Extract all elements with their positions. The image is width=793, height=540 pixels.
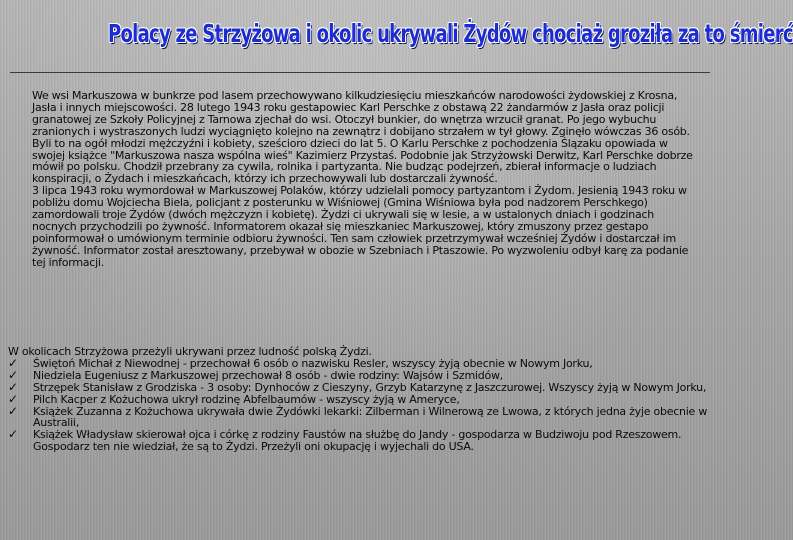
survivors-lead: W okolicach Strzyżowa przeżyli ukrywani przez ludność polską Żydzi. [8, 345, 372, 358]
checkmark-icon: ✓ [8, 367, 18, 382]
intro-text-block [32, 90, 697, 269]
checkmark-icon: ✓ [8, 355, 18, 370]
checkmark-icon: ✓ [8, 391, 18, 406]
list-item-text: Świętoń Michał z Niewodnej - przechował 6 osób o nazwisku Resler, wszyscy żyją obecnie w Nowym Jorku, [33, 356, 593, 370]
list-item-text: Niedziela Eugeniusz z Markuszowej przechował 8 osób - dwie rodziny: Wajsów i Szmidów, [33, 368, 503, 382]
title-divider [10, 72, 710, 73]
survivors-list [8, 355, 708, 454]
list-item-text: Strzępek Stanisław z Grodziska - 3 osoby: Dynhoców z Cieszyny, Grzyb Katarzynę z Jaszczurowej. Wszyscy żyją w Nowym Jorku, [33, 380, 707, 394]
list-item-text: Pilch Kacper z Kożuchowa ukrył rodzinę Abfelbaumów - wszyscy żyją w Ameryce, [33, 392, 460, 406]
checkmark-icon: ✓ [8, 403, 18, 418]
page-title: Polacy ze Strzyżowa i okolic ukrywali Żydów chociaż groziła za to śmierć [107, 19, 793, 48]
list-item-text: Książek Władysław skierował ojca i córkę z rodziny Faustów na służbę do Jandy - gospodarza w Budziwoju pod Rzeszowem. Gospodarz ten nie wiedział, że są to Żydzi. Przeżyli oni okupację i wyjechali do USA. [33, 428, 682, 454]
checkmark-icon: ✓ [8, 379, 18, 394]
intro-paragraph: 3 lipca 1943 roku wymordował w Markuszowej Polaków, którzy udzielali pomocy partyzantom i Żydom. Jesienią 1943 roku w pobliżu domu Wojciecha Biela, policjant z posterunku w Wiśniowej (Gmina Wiśniowa była pod nadzorem Perschkego) zamordowali troje Żydów (dwóch mężczyzn i kobietę). Żydzi ci ukrywali się w lesie, a w ustalonych dniach i godzinach nocnych przychodzili po żywność. Informatorem okazał się mieszkaniec Markuszowej, który zmuszony przez gestapo poinformował o umówionym terminie odbioru żywności. Ten sam człowiek przetrzymywał wcześniej Żydów i dostarczał im żywność. Informator został aresztowany, przebywał w obozie w Szebniach i Ptaszowie. Po wyzwoleniu odbył karę za podanie tej informacji. [32, 184, 689, 269]
checkmark-icon: ✓ [8, 427, 18, 442]
intro-paragraph: We wsi Markuszowa w bunkrze pod lasem przechowywano kilkudziesięciu mieszkańców narodowości żydowskiej z Krosna, Jasła i innych miejscowości. 28 lutego 1943 roku gestapowiec Karl Perschke z obstawą 22 żandarmów z Jasła oraz policji granatowej ze Szkoły Policyjnej z Tarnowa zjechał do wsi. Otoczył bunkier, do wnętrza wrzucił granat. Po jego wybuchu zranionych i wystraszonych ludzi wyciągnięto kolejno na zewnątrz i dobijano strzałem w tył głowy. Zginęło wówczas 36 osób. Byli to na ogół młodzi mężczyźni i kobiety, sześcioro dzieci do lat 5. O Karlu Perschke z pochodzenia Ślązaku opowiada w swojej książce "Markuszowa nasza wspólna wieś" Kazimierz Przystaś. Podobnie jak Strzyżowski Derwitz, Karl Perschke dobrze mówił po polsku. Chodził przebrany za cywila, rolnika i partyzanta. Nie budząc podejrzeń, zbierał informacje o ludziach konspiracji, o Żydach i mieszkańcach, którzy ich przechowywali lub dostarczali żywność. [32, 89, 693, 186]
list-item [8, 429, 708, 453]
survivors-section [8, 346, 708, 453]
list-item [8, 403, 708, 430]
list-item-text: Książek Zuzanna z Kożuchowa ukrywała dwie Żydówki lekarki: Zilberman i Wilnerową ze Lwowa, z których jedna żyje obecnie w Australii, [33, 404, 708, 430]
